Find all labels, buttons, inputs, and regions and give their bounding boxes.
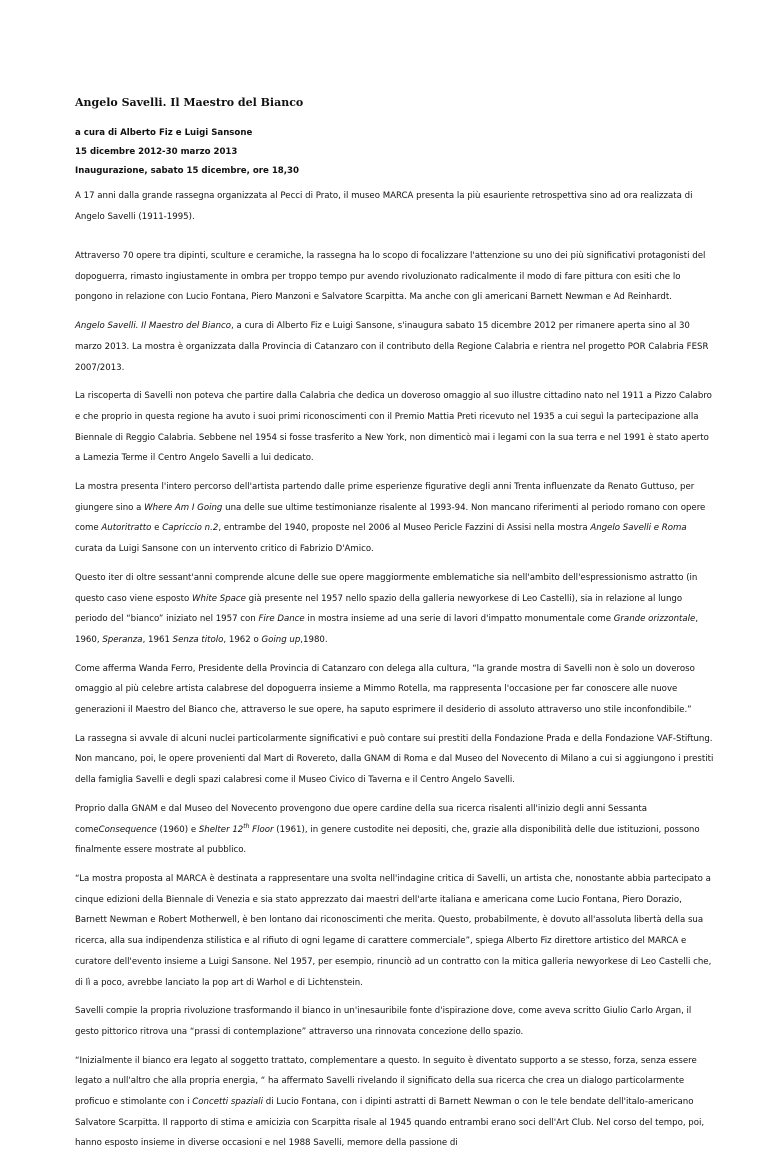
text-span: Shelter 12 — [198, 824, 244, 835]
text-span: Questo iter di oltre sessant'anni comprende alcune delle sue opere maggiormente emblematiche sia nell'ambito dell'espressionismo astratto (in questo caso viene esposto — [75, 572, 698, 604]
artwork-title: White Space — [192, 593, 246, 604]
artwork-title: Capriccio n.2 — [162, 523, 219, 534]
paragraph-4: La riscoperta di Savelli non poteva che partire dalla Calabria che dedica un doveroso omaggio al suo illustre cittadino nato nel 1911 a Pizzo Calabro e che proprio in questa regione ha avuto i suoi primi riconoscimenti con il Premio Mattia Preti ricevuto nel 1935 a cui seguì la partecipazione alla Biennale di Reggio Calabria. Sebbene nel 1954 si fosse trasferito a New York, non dimenticò mai i legami con la sua terra e nel 1991 è stato aperto a Lamezia Terme il Centro Angelo Savelli a lui dedicato. — [75, 391, 712, 464]
artwork-title: Going up — [261, 634, 301, 645]
text-span: in mostra insieme ad una serie di lavori d'impatto monumentale come — [304, 614, 614, 625]
paragraph-3-text: , a cura di Alberto Fiz e Luigi Sansone, s'inaugura sabato 15 dicembre 2012 per rimanere aperta sino al 30 marzo 2013. La mostra è organizzata dalla Provincia di Catanzaro con il contributo della Regione Calabria e rientra nel progetto POR Calabria FESR 2007/2013. — [75, 321, 709, 373]
superscript: th — [243, 822, 250, 830]
paragraph-3 — [75, 316, 715, 378]
paragraph-1: A 17 anni dalla grande rassegna organizzata al Pecci di Prato, il museo MARCA presenta la più esauriente retrospettiva sino ad ora realizzata di Angelo Savelli (1911-1995). — [75, 191, 693, 222]
paragraph-2: Attraverso 70 opere tra dipinti, sculture e ceramiche, la rassegna ha lo scopo di focalizzare l'attenzione su uno dei più significativi protagonisti del dopoguerra, rimasto ingiustamente in ombra per troppo tempo pur avendo rivoluzionato radicalmente il modo di fare pittura con esiti che lo pongono in relazione con Lucio Fontana, Piero Manzoni e Salvatore Scarpitta. Ma anche con gli americani Barnett Newman e Ad Reinhardt. — [75, 251, 706, 303]
paragraph-11: Savelli compie la propria rivoluzione trasformando il bianco in un'inesauribile fonte d'ispirazione dove, come aveva scritto Giulio Carlo Argan, il gesto pittorico ritrova una “prassi di contemplazione” attraverso una rinnovata concezione dello spazio. — [75, 1006, 692, 1037]
text-span: , 1961 — [142, 634, 173, 645]
artwork-title: Concetti spaziali — [192, 1097, 264, 1108]
paragraph-9 — [75, 799, 715, 861]
paragraph-5 — [75, 477, 715, 560]
artwork-title: Where Am I Going — [144, 502, 223, 513]
artwork-title: Autoritratto — [101, 523, 152, 534]
text-span: , 1962 o — [223, 634, 262, 645]
paragraph-7: Come afferma Wanda Ferro, Presidente della Provincia di Catanzaro con delega alla cultura, “la grande mostra di Savelli non è solo un doveroso omaggio al più celebre artista calabrese del dopoguerra insieme a Mimmo Rotella, ma rappresenta l'occasione per far conoscere alle nuove generazioni il Maestro del Bianco che, attraverso le sue opere, ha saputo esprimere il desiderio di assoluto attraverso uno stile inconfondibile.” — [75, 663, 695, 716]
text-span: , entrambe del 1940, proposte nel 2006 al Museo Pericle Fazzini di Assisi nella mostra — [218, 523, 591, 534]
artwork-title: Senza titolo — [172, 634, 224, 645]
text-span: , 1960, — [75, 614, 699, 645]
text-span: già presente nel 1957 nello spazio della galleria newyorkese di Leo Castelli), sia in relazione al lungo periodo del “bianco” iniziato nel 1957 con — [75, 593, 683, 625]
artwork-title: Consequence — [98, 824, 157, 835]
artwork-title: Grande orizzontale — [613, 614, 696, 625]
paragraph-10: “La mostra proposta al MARCA è destinata a rappresentare una svolta nell'indagine critica di Savelli, un artista che, nonostante abbia partecipato a cinque edizioni della Biennale di Venezia e sia stato apprezzato dai maestri dell'arte italiana e americana come Lucio Fontana, Piero Dorazio, Barnett Newman e Robert Motherwell, è ben lontano dai riconoscimenti che merita. Questo, probabilmente, è dovuto all'assoluta libertà della sua ricerca, alla sua indipendenza stilistica e al rifiuto di ogni legame di carattere commerciale”, spiega Alberto Fiz direttore artistico del MARCA e curatore dell'evento insieme a Luigi Sansone. Nel 1957, per esempio, rinunciò ad un contratto con la mitica galleria newyorkese di Leo Castelli che, di lì a poco, avrebbe lanciato la pop art di Warhol e di Lichtenstein. — [75, 873, 712, 988]
text-span: “Inizialmente il bianco era legato al soggetto trattato, complementare a questo. In seguito è diventato supporto a se stesso, forza, senza essere legato a null'altro che alla propria energia, “ ha affermato Savelli rivelando il significato della sua ricerca che crea un dialogo particolarmente proficuo e stimolante con i — [75, 1055, 697, 1108]
text-span: (1960) e — [156, 824, 199, 835]
exhibition-title: Angelo Savelli. Il Maestro del Bianco — [75, 321, 231, 332]
text-span: di Lucio Fontana, con i dipinti astratti di Barnett Newman o con le tele bendate dell'italo-americano Salvatore Scarpitta. Il rapporto di stima e amicizia con Scarpitta risale al 1945 quando entrambi erano soci dell'Art Club. Nel corso del tempo, poi, hanno esposto insieme in diverse occasioni e nel 1988 Savelli, memore della passione di — [75, 1097, 705, 1149]
text-span: La mostra presenta l'intero percorso dell'artista partendo dalle prime esperienze figurative degli anni Trenta influenzate da Renato Guttuso, per giungere sino a — [75, 482, 695, 513]
text-span: Floor — [249, 824, 274, 835]
paragraph-8: La rassegna si avvale di alcuni nuclei particolarmente significativi e può contare sui prestiti della Fondazione Prada e della Fondazione VAF-Stiftung. Non mancano, poi, le opere provenienti dal Mart di Rovereto, dalla GNAM di Roma e dal Museo del Novecento di Milano a cui si aggiungono i prestiti della famiglia Savelli e degli spazi calabresi come il Museo Civico di Taverna e il Centro Angelo Savelli. — [75, 733, 714, 786]
paragraph-12 — [75, 1051, 715, 1154]
artwork-title: Speranza — [102, 634, 143, 645]
text-span: Proprio dalla GNAM e dal Museo del Novecento provengono due opere cardine della sua ricerca risalenti all'inizio degli anni Sessanta come — [75, 803, 648, 835]
document-title: Angelo Savelli. Il Maestro del Bianco — [75, 96, 304, 109]
text-span: e — [151, 523, 163, 534]
text-span: ,1980. — [300, 634, 328, 645]
body-text — [75, 246, 715, 1154]
paragraph-6 — [75, 568, 715, 651]
artwork-title — [198, 822, 274, 835]
opening-line: Inaugurazione, sabato 15 dicembre, ore 18,30 — [75, 166, 300, 176]
text-span: (1961), in genere custodite nei depositi, che, grazie alla disponibilità delle due istituzioni, possono finalmente essere mostrate al pubblico. — [75, 824, 700, 856]
artwork-title: Fire Dance — [258, 614, 305, 625]
exhibition-title: Angelo Savelli e Roma — [590, 523, 687, 534]
text-span: una delle sue ultime testimonianze risalente al 1993-94. Non mancano riferimenti al periodo romano con opere come — [75, 502, 706, 534]
text-span: curata da Luigi Sansone con un intervento critico di Fabrizio D'Amico. — [75, 544, 374, 555]
dates-line: 15 dicembre 2012-30 marzo 2013 — [75, 147, 238, 157]
intro-paragraph — [75, 186, 715, 227]
curators-line: a cura di Alberto Fiz e Luigi Sansone — [75, 128, 253, 138]
